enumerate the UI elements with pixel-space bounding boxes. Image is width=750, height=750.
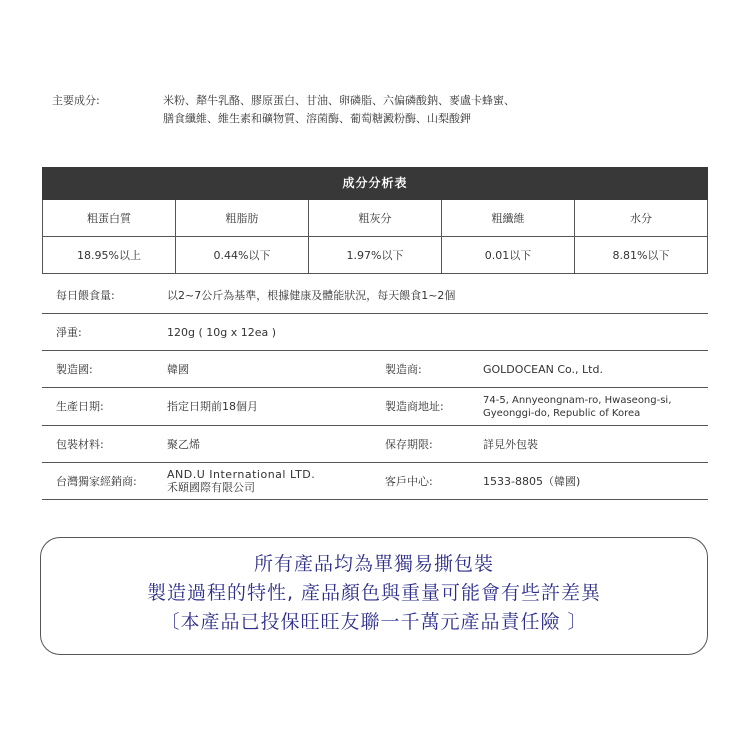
- analysis-value-row: [43, 237, 708, 274]
- distributor-label: 台灣獨家經銷商:: [56, 474, 137, 488]
- ingredients-line-2: 膳食纖維、維生素和礦物質、溶菌酶、葡萄糖澱粉酶、山梨酸鉀: [163, 112, 471, 125]
- origin-value: 韓國: [167, 362, 189, 376]
- info-row-packaging: [42, 426, 708, 463]
- analysis-grid: [42, 200, 708, 274]
- service-value: 1533-8805（韓國): [483, 474, 581, 488]
- address-value: [483, 388, 671, 425]
- info-row-distributor: [42, 463, 708, 500]
- expiry-value: 詳見外包裝: [483, 437, 538, 451]
- ingredients-list: [163, 92, 623, 128]
- net-weight-value: 120g ( 10g x 12ea ): [167, 325, 277, 339]
- value-crude-fiber: 0.01以下: [442, 237, 575, 274]
- address-line-2: Gyeonggi-do, Republic of Korea: [483, 407, 641, 419]
- ingredients-line-1: 米粉、犛牛乳酪、膠原蛋白、甘油、卵磷脂、六偏磷酸鈉、麥盧卡蜂蜜、: [163, 94, 515, 107]
- service-label: 客戶中心:: [385, 474, 433, 488]
- value-moisture: 8.81%以下: [575, 237, 708, 274]
- manufacturer-value: GOLDOCEAN Co., Ltd.: [483, 362, 603, 376]
- prod-date-value: 指定日期前18個月: [167, 400, 258, 413]
- notice-line-2: 製造過程的特性, 產品顏色與重量可能會有些許差異: [146, 582, 602, 604]
- info-row-net-weight: [42, 314, 708, 351]
- header-crude-fat: 粗脂肪: [176, 200, 309, 237]
- prod-date-label: 生產日期:: [56, 400, 104, 413]
- notice-box: [40, 537, 708, 655]
- header-crude-ash: 粗灰分: [309, 200, 442, 237]
- analysis-title: 成分分析表: [42, 167, 708, 200]
- distributor-value: [167, 463, 315, 499]
- net-weight-label: 淨重:: [56, 325, 82, 339]
- feeding-value: 以2~7公斤為基準，根據健康及體能狀況，每天餵食1~2個: [167, 288, 456, 302]
- analysis-header-row: [43, 200, 708, 237]
- info-row-production: [42, 388, 708, 426]
- origin-label: 製造國:: [56, 362, 93, 376]
- header-moisture: 水分: [575, 200, 708, 237]
- ingredients-label: 主要成分:: [52, 94, 100, 107]
- value-crude-protein: 18.95%以上: [43, 237, 176, 274]
- value-crude-ash: 1.97%以下: [309, 237, 442, 274]
- manufacturer-label: 製造商:: [385, 362, 422, 376]
- analysis-table: [42, 167, 708, 274]
- address-line-1: 74-5, Annyeongnam-ro, Hwaseong-si,: [483, 394, 672, 406]
- info-row-feeding: [42, 277, 708, 314]
- notice-line-3: 〔本產品已投保旺旺友聯一千萬元產品責任險 〕: [160, 611, 588, 633]
- notice-line-1: 所有產品均為單獨易撕包裝: [253, 553, 494, 575]
- value-crude-fat: 0.44%以下: [176, 237, 309, 274]
- header-crude-protein: 粗蛋白質: [43, 200, 176, 237]
- distributor-line-2: 禾頤國際有限公司: [167, 481, 255, 494]
- distributor-line-1: AND.U International LTD.: [167, 468, 316, 481]
- packaging-value: 聚乙烯: [167, 437, 200, 451]
- header-crude-fiber: 粗纖維: [442, 200, 575, 237]
- info-row-origin: [42, 351, 708, 388]
- packaging-label: 包裝材料:: [56, 437, 104, 451]
- expiry-label: 保存期限:: [385, 437, 433, 451]
- address-label: 製造商地址:: [385, 400, 444, 413]
- product-info: [42, 277, 708, 500]
- feeding-label: 每日餵食量:: [56, 288, 115, 302]
